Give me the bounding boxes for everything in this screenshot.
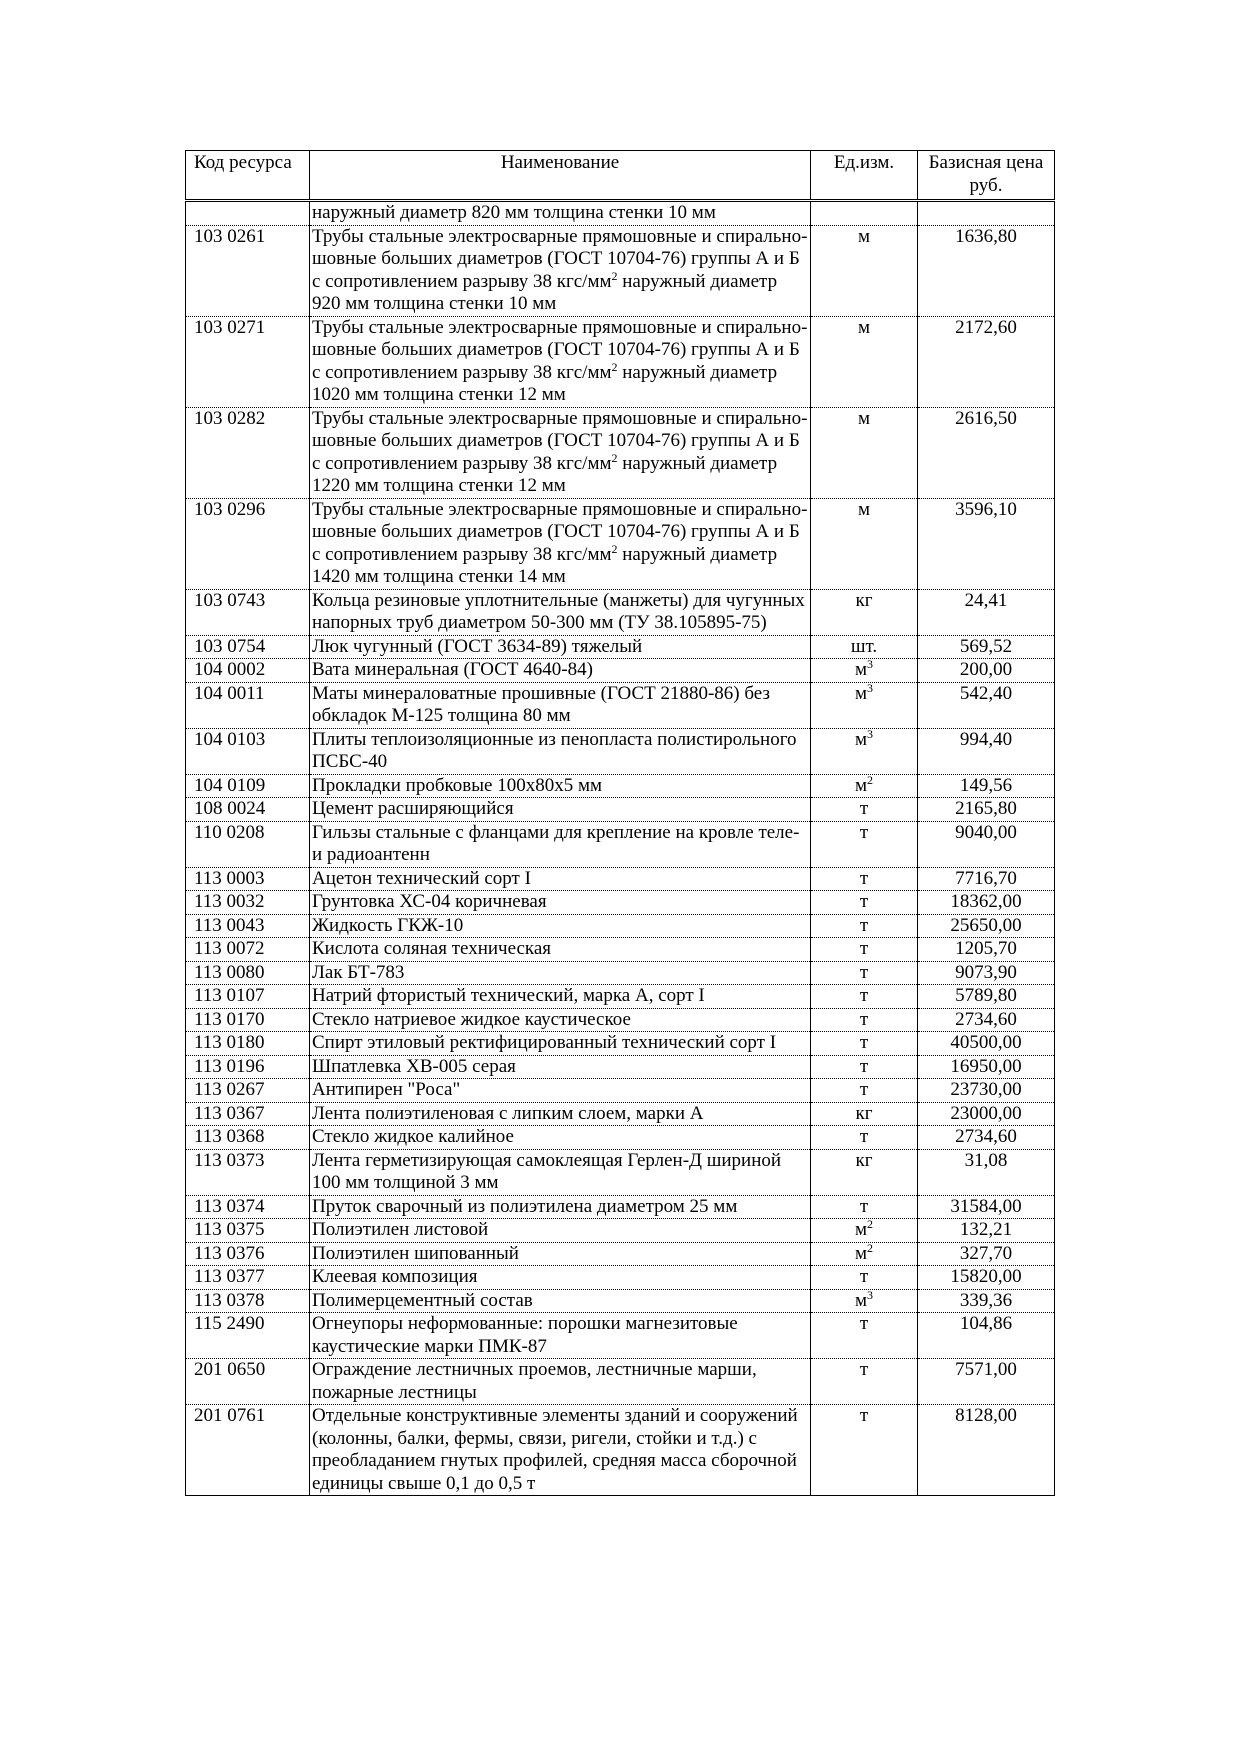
resource-code-cell: 103 0261 bbox=[186, 225, 310, 316]
resource-name-cell: Полиэтилен листовой bbox=[310, 1219, 811, 1243]
table-row bbox=[186, 938, 1055, 962]
resource-name-cell: Маты минераловатные прошивные (ГОСТ 21880-86) без обкладок М-125 толщина 80 мм bbox=[310, 682, 811, 728]
resource-name-cell: Отдельные конструктивные элементы зданий и сооружений (колонны, балки, фермы, связи, ригели, стойки и т.д.) с преобладанием гнутых профилей, средняя масса сборочной единицы свыше 0,1 до 0,5 т bbox=[310, 1405, 811, 1496]
base-price-cell: 8128,00 bbox=[918, 1405, 1055, 1496]
resource-name-cell: Огнеупоры неформованные: порошки магнезитовые каустические марки ПМК-87 bbox=[310, 1313, 811, 1359]
unit-cell: т bbox=[811, 1266, 918, 1290]
unit-cell: т bbox=[811, 1195, 918, 1219]
base-price-cell: 327,70 bbox=[918, 1242, 1055, 1266]
resource-code-cell: 110 0208 bbox=[186, 821, 310, 867]
table-row bbox=[186, 798, 1055, 822]
header-unit: Ед.изм. bbox=[811, 151, 918, 201]
base-price-cell: 1636,80 bbox=[918, 225, 1055, 316]
table-row bbox=[186, 961, 1055, 985]
resource-code-cell: 113 0170 bbox=[186, 1008, 310, 1032]
unit-cell: т bbox=[811, 938, 918, 962]
resource-code-cell: 103 0282 bbox=[186, 407, 310, 498]
base-price-cell: 7716,70 bbox=[918, 867, 1055, 891]
unit-cell: т bbox=[811, 961, 918, 985]
resource-name-cell: Трубы стальные электросварные прямошовные и спирально-шовные больших диаметров (ГОСТ 10704-76) группы А и Б с сопротивлением разрыву 38 кгс/$мм^2$ наружный диаметр 1420 мм толщина стенки 14 мм bbox=[310, 498, 811, 589]
resource-code-cell: 103 0754 bbox=[186, 635, 310, 659]
resource-name-cell: Пруток сварочный из полиэтилена диаметром 25 мм bbox=[310, 1195, 811, 1219]
resource-name-cell: Лак БТ-783 bbox=[310, 961, 811, 985]
resource-code-cell: 201 0650 bbox=[186, 1359, 310, 1405]
resource-code-cell: 103 0743 bbox=[186, 589, 310, 635]
unit-cell: т bbox=[811, 821, 918, 867]
unit-cell: $м^3$ bbox=[811, 1289, 918, 1313]
resource-name-cell: Прокладки пробковые 100х80х5 мм bbox=[310, 774, 811, 798]
unit-cell: т bbox=[811, 1126, 918, 1150]
table-row bbox=[186, 1405, 1055, 1496]
table-row bbox=[186, 498, 1055, 589]
resource-name-cell: Ограждение лестничных проемов, лестничные марши, пожарные лестницы bbox=[310, 1359, 811, 1405]
resource-code-cell: 201 0761 bbox=[186, 1405, 310, 1496]
resource-code-cell: 113 0003 bbox=[186, 867, 310, 891]
resource-code-cell: 113 0368 bbox=[186, 1126, 310, 1150]
base-price-cell: 9040,00 bbox=[918, 821, 1055, 867]
resource-code-cell: 113 0072 bbox=[186, 938, 310, 962]
resource-code-cell: 115 2490 bbox=[186, 1313, 310, 1359]
resource-code-cell: 113 0043 bbox=[186, 914, 310, 938]
table-row bbox=[186, 1149, 1055, 1195]
base-price-cell: 31,08 bbox=[918, 1149, 1055, 1195]
base-price-cell: 542,40 bbox=[918, 682, 1055, 728]
table-row bbox=[186, 659, 1055, 683]
resource-code-cell: 104 0011 bbox=[186, 682, 310, 728]
resource-name-cell: Цемент расширяющийся bbox=[310, 798, 811, 822]
unit-cell: м bbox=[811, 407, 918, 498]
resource-name-cell: Полиэтилен шипованный bbox=[310, 1242, 811, 1266]
resource-name-cell: Грунтовка ХС-04 коричневая bbox=[310, 891, 811, 915]
unit-cell: т bbox=[811, 1055, 918, 1079]
resource-name-cell: Лента полиэтиленовая с липким слоем, марки А bbox=[310, 1102, 811, 1126]
resource-code-cell: 113 0107 bbox=[186, 985, 310, 1009]
table-row bbox=[186, 1359, 1055, 1405]
table-row bbox=[186, 774, 1055, 798]
base-price-cell: 23000,00 bbox=[918, 1102, 1055, 1126]
table-row bbox=[186, 1195, 1055, 1219]
table-row bbox=[186, 1242, 1055, 1266]
resource-name-cell: Люк чугунный (ГОСТ 3634-89) тяжелый bbox=[310, 635, 811, 659]
base-price-cell: 104,86 bbox=[918, 1313, 1055, 1359]
resource-name-cell: Ацетон технический сорт I bbox=[310, 867, 811, 891]
table-row bbox=[186, 1032, 1055, 1056]
table-row bbox=[186, 635, 1055, 659]
base-price-cell: 5789,80 bbox=[918, 985, 1055, 1009]
resource-name-cell: Шпатлевка ХВ-005 серая bbox=[310, 1055, 811, 1079]
base-price-cell: 25650,00 bbox=[918, 914, 1055, 938]
unit-cell: $м^2$ bbox=[811, 1242, 918, 1266]
unit-cell: т bbox=[811, 1405, 918, 1496]
base-price-cell: 149,56 bbox=[918, 774, 1055, 798]
unit-cell: кг bbox=[811, 1149, 918, 1195]
table-row bbox=[186, 985, 1055, 1009]
table-row bbox=[186, 1313, 1055, 1359]
base-price-cell: 18362,00 bbox=[918, 891, 1055, 915]
resource-code-cell: 113 0377 bbox=[186, 1266, 310, 1290]
base-price-cell: 15820,00 bbox=[918, 1266, 1055, 1290]
base-price-cell: 31584,00 bbox=[918, 1195, 1055, 1219]
base-price-cell: 7571,00 bbox=[918, 1359, 1055, 1405]
resource-code-cell: 113 0032 bbox=[186, 891, 310, 915]
base-price-cell: 994,40 bbox=[918, 728, 1055, 774]
resource-name-cell: Трубы стальные электросварные прямошовные и спирально-шовные больших диаметров (ГОСТ 10704-76) группы А и Б с сопротивлением разрыву 38 кгс/$мм^2$ наружный диаметр 920 мм толщина стенки 10 мм bbox=[310, 225, 811, 316]
unit-cell: $м^2$ bbox=[811, 1219, 918, 1243]
resource-code-cell: 113 0376 bbox=[186, 1242, 310, 1266]
table-row bbox=[186, 1055, 1055, 1079]
unit-cell: т bbox=[811, 891, 918, 915]
resource-code-cell: 108 0024 bbox=[186, 798, 310, 822]
base-price-cell: 23730,00 bbox=[918, 1079, 1055, 1103]
header-name: Наименование bbox=[310, 151, 811, 201]
resource-name-cell: Натрий фтористый технический, марка А, сорт I bbox=[310, 985, 811, 1009]
base-price-cell: 24,41 bbox=[918, 589, 1055, 635]
base-price-cell bbox=[918, 201, 1055, 226]
unit-cell: т bbox=[811, 985, 918, 1009]
table-row bbox=[186, 1289, 1055, 1313]
table-row bbox=[186, 914, 1055, 938]
resource-code-cell: 113 0196 bbox=[186, 1055, 310, 1079]
unit-cell: м bbox=[811, 498, 918, 589]
resource-name-cell: Плиты теплоизоляционные из пенопласта полистирольного ПСБС-40 bbox=[310, 728, 811, 774]
unit-cell: $м^3$ bbox=[811, 682, 918, 728]
base-price-cell: 2734,60 bbox=[918, 1126, 1055, 1150]
table-header-row bbox=[186, 151, 1055, 201]
base-price-cell: 2734,60 bbox=[918, 1008, 1055, 1032]
unit-cell: шт. bbox=[811, 635, 918, 659]
base-price-cell: 132,21 bbox=[918, 1219, 1055, 1243]
resource-name-cell: Стекло натриевое жидкое каустическое bbox=[310, 1008, 811, 1032]
unit-cell: т bbox=[811, 1079, 918, 1103]
unit-cell: $м^3$ bbox=[811, 728, 918, 774]
unit-cell: $м^2$ bbox=[811, 774, 918, 798]
resource-code-cell: 113 0378 bbox=[186, 1289, 310, 1313]
resource-name-cell: Полимерцементный состав bbox=[310, 1289, 811, 1313]
resource-code-cell: 113 0367 bbox=[186, 1102, 310, 1126]
resource-code-cell: 103 0271 bbox=[186, 316, 310, 407]
unit-cell: кг bbox=[811, 589, 918, 635]
header-base-price: Базисная цена руб. bbox=[918, 151, 1055, 201]
table-row bbox=[186, 1102, 1055, 1126]
resource-price-table bbox=[185, 150, 1055, 1496]
resource-name-cell: Лента герметизирующая самоклеящая Герлен-Д шириной 100 мм толщиной 3 мм bbox=[310, 1149, 811, 1195]
unit-cell: т bbox=[811, 798, 918, 822]
header-resource-code: Код ресурса bbox=[186, 151, 310, 201]
table-row bbox=[186, 1079, 1055, 1103]
unit-cell: т bbox=[811, 1359, 918, 1405]
base-price-cell: 9073,90 bbox=[918, 961, 1055, 985]
base-price-cell: 40500,00 bbox=[918, 1032, 1055, 1056]
resource-code-cell: 104 0109 bbox=[186, 774, 310, 798]
resource-code-cell: 113 0080 bbox=[186, 961, 310, 985]
table-row bbox=[186, 1219, 1055, 1243]
resource-name-cell: Клеевая композиция bbox=[310, 1266, 811, 1290]
resource-name-cell: Антипирен "Роса" bbox=[310, 1079, 811, 1103]
table-row bbox=[186, 891, 1055, 915]
resource-name-cell: Трубы стальные электросварные прямошовные и спирально-шовные больших диаметров (ГОСТ 10704-76) группы А и Б с сопротивлением разрыву 38 кгс/$мм^2$ наружный диаметр 1020 мм толщина стенки 12 мм bbox=[310, 316, 811, 407]
base-price-cell: 2172,60 bbox=[918, 316, 1055, 407]
resource-name-cell: Трубы стальные электросварные прямошовные и спирально-шовные больших диаметров (ГОСТ 10704-76) группы А и Б с сопротивлением разрыву 38 кгс/$мм^2$ наружный диаметр 1220 мм толщина стенки 12 мм bbox=[310, 407, 811, 498]
resource-code-cell: 113 0375 bbox=[186, 1219, 310, 1243]
base-price-cell: 200,00 bbox=[918, 659, 1055, 683]
resource-name-cell: наружный диаметр 820 мм толщина стенки 10 мм bbox=[310, 201, 811, 226]
table-row bbox=[186, 728, 1055, 774]
table-row bbox=[186, 589, 1055, 635]
base-price-cell: 569,52 bbox=[918, 635, 1055, 659]
resource-code-cell: 104 0002 bbox=[186, 659, 310, 683]
resource-code-cell: 113 0374 bbox=[186, 1195, 310, 1219]
resource-name-cell: Вата минеральная (ГОСТ 4640-84) bbox=[310, 659, 811, 683]
unit-cell: т bbox=[811, 914, 918, 938]
table-row bbox=[186, 1266, 1055, 1290]
resource-code-cell: 103 0296 bbox=[186, 498, 310, 589]
table-row bbox=[186, 821, 1055, 867]
unit-cell bbox=[811, 201, 918, 226]
unit-cell: т bbox=[811, 1032, 918, 1056]
table-row bbox=[186, 1126, 1055, 1150]
unit-cell: м bbox=[811, 225, 918, 316]
resource-name-cell: Гильзы стальные с фланцами для крепление на кровле теле- и радиоантенн bbox=[310, 821, 811, 867]
resource-code-cell: 113 0180 bbox=[186, 1032, 310, 1056]
resource-code-cell: 104 0103 bbox=[186, 728, 310, 774]
unit-cell: кг bbox=[811, 1102, 918, 1126]
resource-code-cell bbox=[186, 201, 310, 226]
base-price-cell: 1205,70 bbox=[918, 938, 1055, 962]
unit-cell: $м^3$ bbox=[811, 659, 918, 683]
base-price-cell: 2616,50 bbox=[918, 407, 1055, 498]
table-row bbox=[186, 682, 1055, 728]
base-price-cell: 3596,10 bbox=[918, 498, 1055, 589]
base-price-cell: 2165,80 bbox=[918, 798, 1055, 822]
unit-cell: т bbox=[811, 1008, 918, 1032]
base-price-cell: 339,36 bbox=[918, 1289, 1055, 1313]
unit-cell: м bbox=[811, 316, 918, 407]
resource-name-cell: Кислота соляная техническая bbox=[310, 938, 811, 962]
base-price-cell: 16950,00 bbox=[918, 1055, 1055, 1079]
table-row bbox=[186, 867, 1055, 891]
table-row bbox=[186, 407, 1055, 498]
table-row bbox=[186, 316, 1055, 407]
resource-name-cell: Спирт этиловый ректифицированный технический сорт I bbox=[310, 1032, 811, 1056]
resource-name-cell: Стекло жидкое калийное bbox=[310, 1126, 811, 1150]
table-row bbox=[186, 1008, 1055, 1032]
unit-cell: т bbox=[811, 867, 918, 891]
table-body bbox=[186, 201, 1055, 1496]
resource-code-cell: 113 0373 bbox=[186, 1149, 310, 1195]
table-row bbox=[186, 225, 1055, 316]
resource-name-cell: Жидкость ГКЖ-10 bbox=[310, 914, 811, 938]
resource-code-cell: 113 0267 bbox=[186, 1079, 310, 1103]
unit-cell: т bbox=[811, 1313, 918, 1359]
table-row bbox=[186, 201, 1055, 226]
resource-name-cell: Кольца резиновые уплотнительные (манжеты) для чугунных напорных труб диаметром 50-300 мм (ТУ 38.105895-75) bbox=[310, 589, 811, 635]
